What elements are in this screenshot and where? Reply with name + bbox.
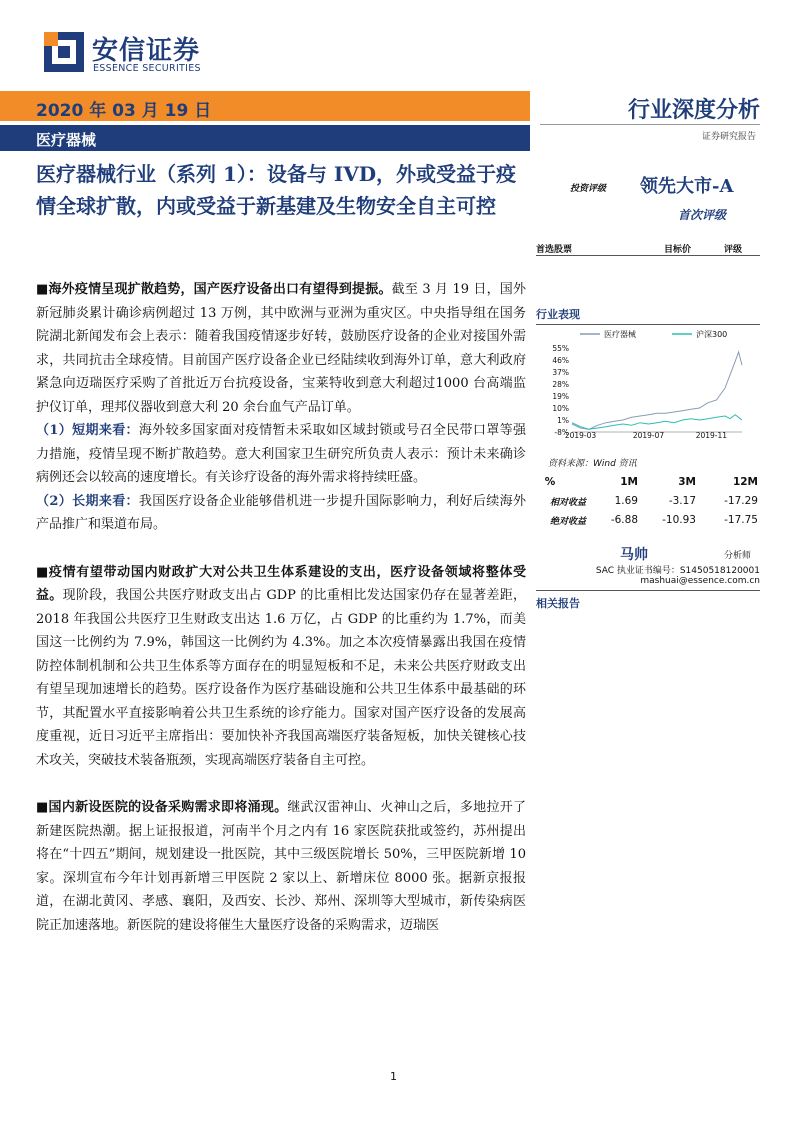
analyst-sac-number: SAC 执业证书编号：S1450518120001 bbox=[595, 566, 760, 576]
y-tick-label: 19% bbox=[552, 392, 569, 401]
paragraph-overseas bbox=[36, 278, 526, 419]
paragraph-long-term bbox=[36, 490, 526, 537]
paragraph-text: 现阶段，我国公共医疗财政支出占 GDP 的比重相比发达国家仍存在显著差距，2018 年我国公共医疗卫生财政支出达 1.6 万亿，占 GDP 的比重约为 1.7%，而美国这一比例约为 7.9%，韩国这一比例约为 4.3%。加之本次疫情暴露出我国在疫情防控体制机制和公共卫生体系等方面存在的明显短板和不足，未来公共医疗财政支出有望呈现加速增长的趋势。医疗设备作为医疗基础设施和公共卫生体系中最基础的环节，其配置水平直接影响着公共卫生系统的诊疗能力。国家对国产医疗设备的发展高度重视，近日习近平主席指出：要加快补齐我国高端医疗装备短板，加快关键核心技术攻关，突破技术装备瓶颈，实现高端医疗装备自主可控。 bbox=[36, 588, 526, 768]
cell: -10.93 bbox=[662, 514, 696, 526]
cell: -17.29 bbox=[724, 495, 758, 507]
paragraph-heading: （2）长期来看： bbox=[36, 493, 139, 509]
essence-logo-mark-icon bbox=[44, 32, 84, 72]
industry-performance-title: 行业表现 bbox=[536, 306, 760, 325]
y-tick-label: 1% bbox=[557, 416, 569, 425]
report-date: 2020 年 03 月 19 日 bbox=[36, 101, 212, 121]
header-cell: 12M bbox=[732, 476, 758, 488]
row-label: 绝对收益 bbox=[550, 517, 587, 527]
chart-source: 资料来源：Wind 资讯 bbox=[548, 459, 637, 469]
report-subtitle: 证券研究报告 bbox=[701, 132, 756, 142]
header-cell: 3M bbox=[678, 476, 696, 488]
stocks-col-rating: 评级 bbox=[724, 245, 743, 255]
x-tick-label: 2019-11 bbox=[695, 431, 728, 440]
analyst-name: 马帅 bbox=[620, 547, 648, 563]
y-tick-label: 10% bbox=[552, 404, 569, 413]
page-number: 1 bbox=[390, 1070, 397, 1083]
y-tick-label: 55% bbox=[552, 344, 569, 353]
series-line bbox=[572, 415, 742, 430]
cell: -3.17 bbox=[668, 495, 696, 507]
stocks-table-header bbox=[536, 240, 760, 256]
cell: 1.69 bbox=[614, 495, 638, 507]
rating-label: 投资评级 bbox=[570, 184, 607, 194]
paragraph-new-hospitals bbox=[36, 796, 526, 937]
body-text bbox=[36, 278, 526, 937]
paragraph-text: 截至 3 月 19 日，国外新冠肺炎累计确诊病例超过 13 万例，其中欧洲与亚洲为重灾区。中央指导组在国务院湖北新闻发布会上表示：随着我国疫情逐步好转，鼓励医疗设备的企业对接国外需求，共同抗击全球疫情。目前国产医疗设备企业已经陆续收到海外订单，意大利政府紧急向迈瑞医疗采购了首批近万台抗疫设备，宝莱特收到意大利超过1000 台高端监护仪订单，理邦仪器收到意大利 20 余台血气产品订单。 bbox=[36, 282, 526, 415]
paragraph-heading: ■疫情有望带动国内财政扩大对公共卫生体系建设的支出，医疗设备领域将整体受益。 bbox=[36, 564, 526, 603]
paragraph-heading: （1）短期来看： bbox=[36, 423, 139, 438]
performance-table-header bbox=[540, 476, 760, 492]
paragraph-text: 继武汉雷神山、火神山之后，多地拉开了新建医院热潮。据上证报报道，河南半个月之内有 16 家医院获批或签约，苏州提出将在“十四五”期间，规划建设一批医院，其中三级医院增长 50%，三甲医院新增 10 家。深圳宣布今年计划再新增三甲医院 2 家以上、新增床位 8000 张。据新京报报道，在湖北黄冈、孝感、襄阳，及西安、长沙、郑州、深圳等大型城市，新传染病医院正加速落地。新医院的建设将催生大量医疗设备的采购需求，迈瑞医 bbox=[36, 800, 526, 933]
header-cell: 1M bbox=[620, 476, 638, 488]
paragraph-heading: ■海外疫情呈现扩散趋势，国产医疗设备出口有望得到提振。 bbox=[36, 282, 392, 297]
divider bbox=[540, 124, 760, 125]
stocks-col-stock: 首选股票 bbox=[536, 245, 573, 255]
cell: -6.88 bbox=[610, 514, 638, 526]
legend-label: 沪深300 bbox=[696, 330, 728, 339]
paragraph-text: 海外较多国家面对疫情暂未采取如区域封锁或号召全民带口罩等强力措施，疫情呈现不断扩散趋势。意大利国家卫生研究所负责人表示：预计未来确诊病例还会以较高的速度增长。有关诊疗设备的海外需求将持续旺盛。 bbox=[36, 423, 526, 485]
analyst-email[interactable]: mashuai@essence.com.cn bbox=[640, 576, 760, 586]
logo-english-name: ESSENCE SECURITIES bbox=[93, 63, 201, 74]
y-tick-label: 28% bbox=[552, 380, 569, 389]
y-tick-label: -8% bbox=[554, 428, 569, 437]
logo-chinese-name: 安信证券 bbox=[92, 36, 201, 66]
paragraph-short-term bbox=[36, 419, 526, 490]
legend-label: 医疗器械 bbox=[604, 330, 636, 339]
page-title: 医疗器械行业（系列 1）：设备与 IVD，外或受益于疫情全球扩散，内或受益于新基建及生物安全自主可控 bbox=[36, 162, 517, 218]
x-tick-label: 2019-03 bbox=[564, 431, 597, 440]
table-row bbox=[540, 495, 760, 511]
cell: -17.75 bbox=[724, 514, 758, 526]
industry-performance-chart bbox=[540, 328, 760, 446]
rating-value: 领先大市-A bbox=[640, 176, 734, 197]
sector-name: 医疗器械 bbox=[36, 131, 97, 149]
paragraph-heading: ■国内新设医院的设备采购需求即将涌现。 bbox=[36, 800, 288, 815]
analyst-title: 分析师 bbox=[724, 551, 752, 561]
paragraph-public-health bbox=[36, 561, 526, 773]
stocks-col-target: 目标价 bbox=[664, 245, 692, 255]
x-tick-label: 2019-07 bbox=[632, 431, 665, 440]
related-reports-title: 相关报告 bbox=[536, 590, 760, 611]
header-cell: % bbox=[544, 476, 556, 488]
table-row bbox=[540, 514, 760, 530]
y-tick-label: 37% bbox=[552, 368, 569, 377]
essence-logo bbox=[44, 32, 214, 80]
paragraph-text: 我国医疗设备企业能够借机进一步提升国际影响力，利好后续海外产品推广和渠道布局。 bbox=[36, 493, 526, 532]
y-tick-label: 46% bbox=[552, 356, 569, 365]
report-type: 行业深度分析 bbox=[627, 97, 760, 123]
rating-note: 首次评级 bbox=[678, 208, 727, 222]
row-label: 相对收益 bbox=[550, 498, 587, 508]
